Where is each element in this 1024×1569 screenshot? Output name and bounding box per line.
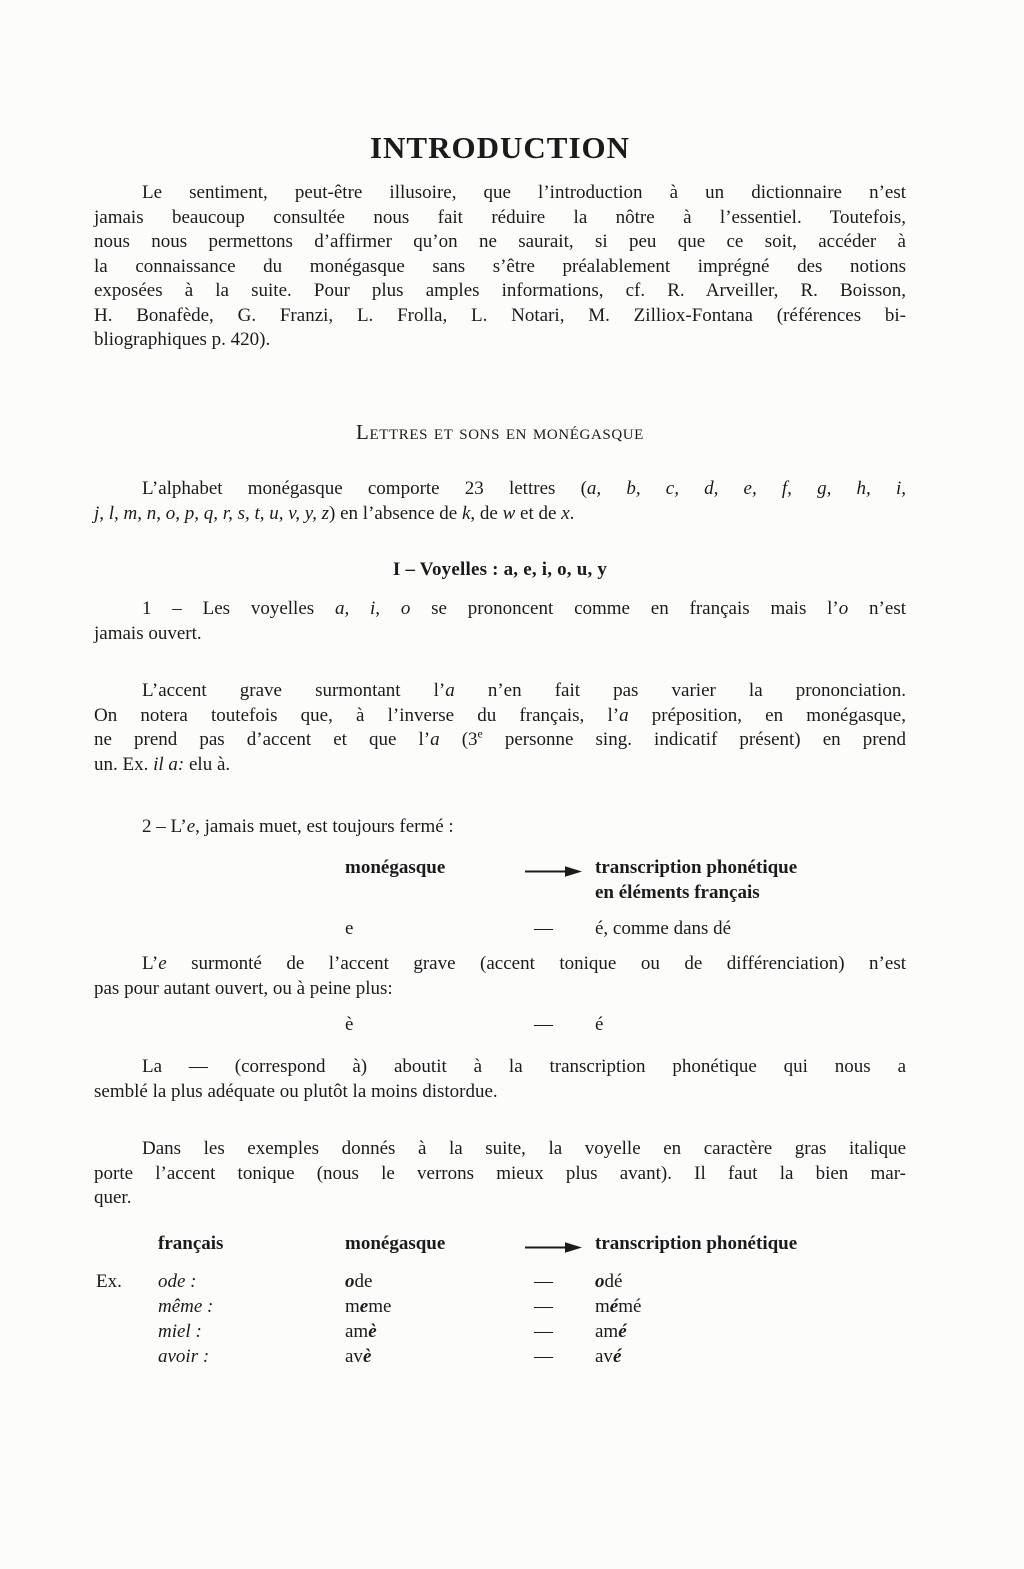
text-line — [94, 622, 906, 647]
example-row — [94, 1270, 906, 1295]
example-french: miel : — [158, 1321, 202, 1342]
examples-header-monegasque: monégasque — [345, 1233, 446, 1254]
dash-separator: — — [534, 1346, 553, 1367]
text-line — [94, 1080, 906, 1105]
paragraph-exemples-note — [94, 1137, 906, 1211]
text-line — [94, 977, 906, 1002]
text-segment: préposition, en monégasque, — [628, 704, 906, 726]
example-monegasque — [345, 1320, 377, 1345]
text-segment: x — [561, 502, 570, 524]
text-segment: o — [595, 1271, 605, 1292]
text-segment: On notera toutefois que, à l’inverse du français, l’ — [94, 704, 620, 726]
paragraph-voyelles-1 — [94, 597, 906, 646]
paragraph-la-correspond — [94, 1055, 906, 1104]
page-title: INTRODUCTION — [369, 130, 631, 165]
text-segment: m — [595, 1296, 610, 1317]
paragraph-intro — [94, 181, 906, 353]
example-row — [94, 1320, 906, 1345]
text-segment: surmonté de l’accent grave (accent tonique ou de différenciation) n’est — [166, 953, 906, 974]
dash-separator: — — [534, 1014, 553, 1035]
text-segment: am — [345, 1321, 369, 1342]
text-segment: L’alphabet monégasque comporte 23 lettres ( — [142, 478, 587, 499]
text-segment: il a: — [153, 753, 185, 775]
text-segment: m — [345, 1296, 360, 1317]
dash-separator: — — [534, 1296, 553, 1317]
examples-header-transcription: transcription phonétique — [595, 1233, 798, 1254]
text-segment: a, i, o — [334, 598, 411, 619]
text-segment: é — [618, 1321, 627, 1342]
text-segment: et de — [515, 502, 562, 524]
text-segment: semblé la plus adéquate ou plutôt la moins distordue. — [94, 1080, 498, 1102]
text-line — [94, 1162, 906, 1187]
text-segment: a — [619, 704, 629, 726]
dash-separator: — — [534, 1271, 553, 1292]
arrow-right-icon — [524, 861, 582, 886]
text-line — [94, 181, 906, 206]
text-segment: , de — [470, 502, 503, 524]
text-line — [94, 728, 906, 753]
text-segment: n’en fait pas varier la prononciation. — [454, 680, 906, 701]
text-line — [94, 230, 906, 255]
text-line — [94, 704, 906, 729]
row-e-grave — [94, 1013, 906, 1038]
text-segment: mé — [618, 1296, 642, 1317]
text-segment: é — [609, 1296, 619, 1317]
table-e-row — [94, 917, 906, 942]
example-monegasque — [345, 1270, 372, 1295]
text-segment: w — [502, 502, 516, 524]
paragraph-e-grave — [94, 952, 906, 1001]
text-segment: personne sing. indicatif présent) en prend — [482, 729, 906, 750]
text-line — [94, 679, 906, 704]
text-segment: Dans les exemples donnés à la suite, la voyelle en caractère gras italique — [142, 1138, 906, 1159]
text-segment: porte l’accent tonique (nous le verrons mieux plus avant). Il faut la bien mar- — [94, 1162, 906, 1184]
text-segment: exposées à la suite. Pour plus amples informations, cf. R. Arveiller, R. Boisson, — [94, 280, 906, 301]
text-segment: me — [368, 1296, 392, 1317]
text-line — [94, 1137, 906, 1162]
text-segment: j, l, m, n, o, p, q, r, s, t, u, v, y, z — [94, 502, 330, 524]
text-segment: La — (correspond à) aboutit à la transcription phonétique qui nous a — [142, 1056, 906, 1077]
text-segment: e — [158, 953, 167, 974]
example-monegasque — [345, 1295, 391, 1320]
dash-separator: — — [534, 1321, 553, 1342]
text-segment: a — [445, 680, 455, 701]
text-segment: é — [612, 1346, 622, 1367]
text-segment: e — [359, 1296, 369, 1317]
examples-header-french: français — [158, 1233, 224, 1254]
text-line — [94, 502, 906, 527]
text-segment: quer. — [94, 1187, 132, 1208]
text-line — [94, 815, 906, 840]
example-transcription — [595, 1320, 627, 1345]
text-segment: bliographiques p. 420). — [94, 329, 271, 350]
text-segment: ) en l’absence de — [329, 502, 462, 524]
text-segment: . — [569, 502, 575, 524]
text-line — [94, 1186, 906, 1211]
example-monegasque — [345, 1345, 371, 1370]
text-line — [94, 477, 906, 502]
table-e-header-row — [94, 856, 906, 906]
text-segment: nous nous permettons d’affirmer qu’on ne saurait, si peu que ce soit, accéder à — [94, 231, 906, 252]
example-french: avoir : — [158, 1346, 210, 1367]
example-row — [94, 1345, 906, 1370]
text-segment: o — [838, 598, 849, 619]
example-french: ode : — [158, 1271, 197, 1292]
text-segment: jamais ouvert. — [94, 622, 202, 644]
text-segment: H. Bonafède, G. Franzi, L. Frolla, L. Notari, M. Zilliox-Fontana (références bi- — [94, 304, 906, 326]
text-segment: è — [368, 1321, 377, 1342]
dash-separator: — — [534, 918, 553, 939]
text-segment: am — [595, 1321, 619, 1342]
table-e-cell-monegasque: e — [345, 918, 354, 939]
text-segment: o — [345, 1271, 355, 1292]
text-segment: se prononcent comme en français mais l’ — [410, 598, 839, 619]
text-line — [94, 597, 906, 622]
text-segment: Le sentiment, peut-être illusoire, que l’introduction à un dictionnaire n’est — [142, 182, 906, 203]
text-segment: 2 – L’ — [142, 816, 187, 837]
paragraph-e-ferme — [94, 815, 906, 840]
text-segment: e — [477, 727, 483, 741]
example-transcription — [595, 1270, 622, 1295]
table-e-header-transcription-line1: transcription phonétique — [595, 857, 798, 878]
table-e-cell-transcription: é, comme dans dé — [595, 918, 732, 939]
text-line — [94, 255, 906, 280]
text-segment: de — [354, 1271, 373, 1292]
table-e-header-monegasque: monégasque — [345, 857, 446, 878]
paragraph-accent-grave — [94, 679, 906, 777]
text-segment: av — [595, 1346, 613, 1367]
text-line — [94, 279, 906, 304]
text-line — [94, 753, 906, 778]
row-e-grave-monegasque: è — [345, 1014, 354, 1035]
row-e-grave-transcription: é — [595, 1014, 604, 1035]
text-segment: L’ — [142, 953, 159, 974]
arrow-right-icon — [524, 1237, 582, 1262]
text-line — [94, 304, 906, 329]
text-segment: è — [362, 1346, 372, 1367]
heading-voyelles: I – Voyelles : a, e, i, o, u, y — [392, 559, 608, 580]
examples-header-row — [94, 1232, 906, 1257]
example-transcription — [595, 1295, 641, 1320]
text-segment: e — [186, 816, 196, 837]
text-line — [94, 1055, 906, 1080]
text-segment: elu à. — [184, 753, 231, 775]
text-segment: dé — [604, 1271, 623, 1292]
table-e-header-transcription-line2: en éléments français — [595, 882, 760, 903]
text-segment: la connaissance du monégasque sans s’être préalablement imprégné des notions — [94, 255, 906, 277]
text-segment: , jamais muet, est toujours fermé : — [195, 816, 454, 837]
text-segment: pas pour autant ouvert, ou à peine plus: — [94, 977, 393, 999]
text-segment: n’est — [848, 598, 906, 619]
text-line — [94, 952, 906, 977]
text-line — [94, 206, 906, 231]
example-transcription — [595, 1345, 621, 1370]
text-segment: L’accent grave surmontant l’ — [142, 680, 446, 701]
text-segment: un. Ex. — [94, 753, 154, 775]
example-row — [94, 1295, 906, 1320]
example-french: même : — [158, 1296, 214, 1317]
text-segment: jamais beaucoup consultée nous fait réduire la nôtre à l’essentiel. Toutefois, — [94, 206, 906, 228]
text-segment: av — [345, 1346, 363, 1367]
text-segment: 1 – Les voyelles — [142, 598, 335, 619]
paragraph-alphabet — [94, 477, 906, 526]
text-segment: ne prend pas d’accent et que l’ — [94, 729, 431, 750]
example-label: Ex. — [96, 1271, 122, 1292]
text-line — [94, 328, 906, 353]
section-heading-lettres-et-sons: Lettres et sons en monégasque — [356, 420, 644, 444]
text-segment: (3 — [439, 729, 478, 750]
text-segment: a, b, c, d, e, f, g, h, i, — [586, 478, 906, 499]
text-segment: a — [430, 729, 440, 750]
text-segment: k — [461, 502, 471, 524]
